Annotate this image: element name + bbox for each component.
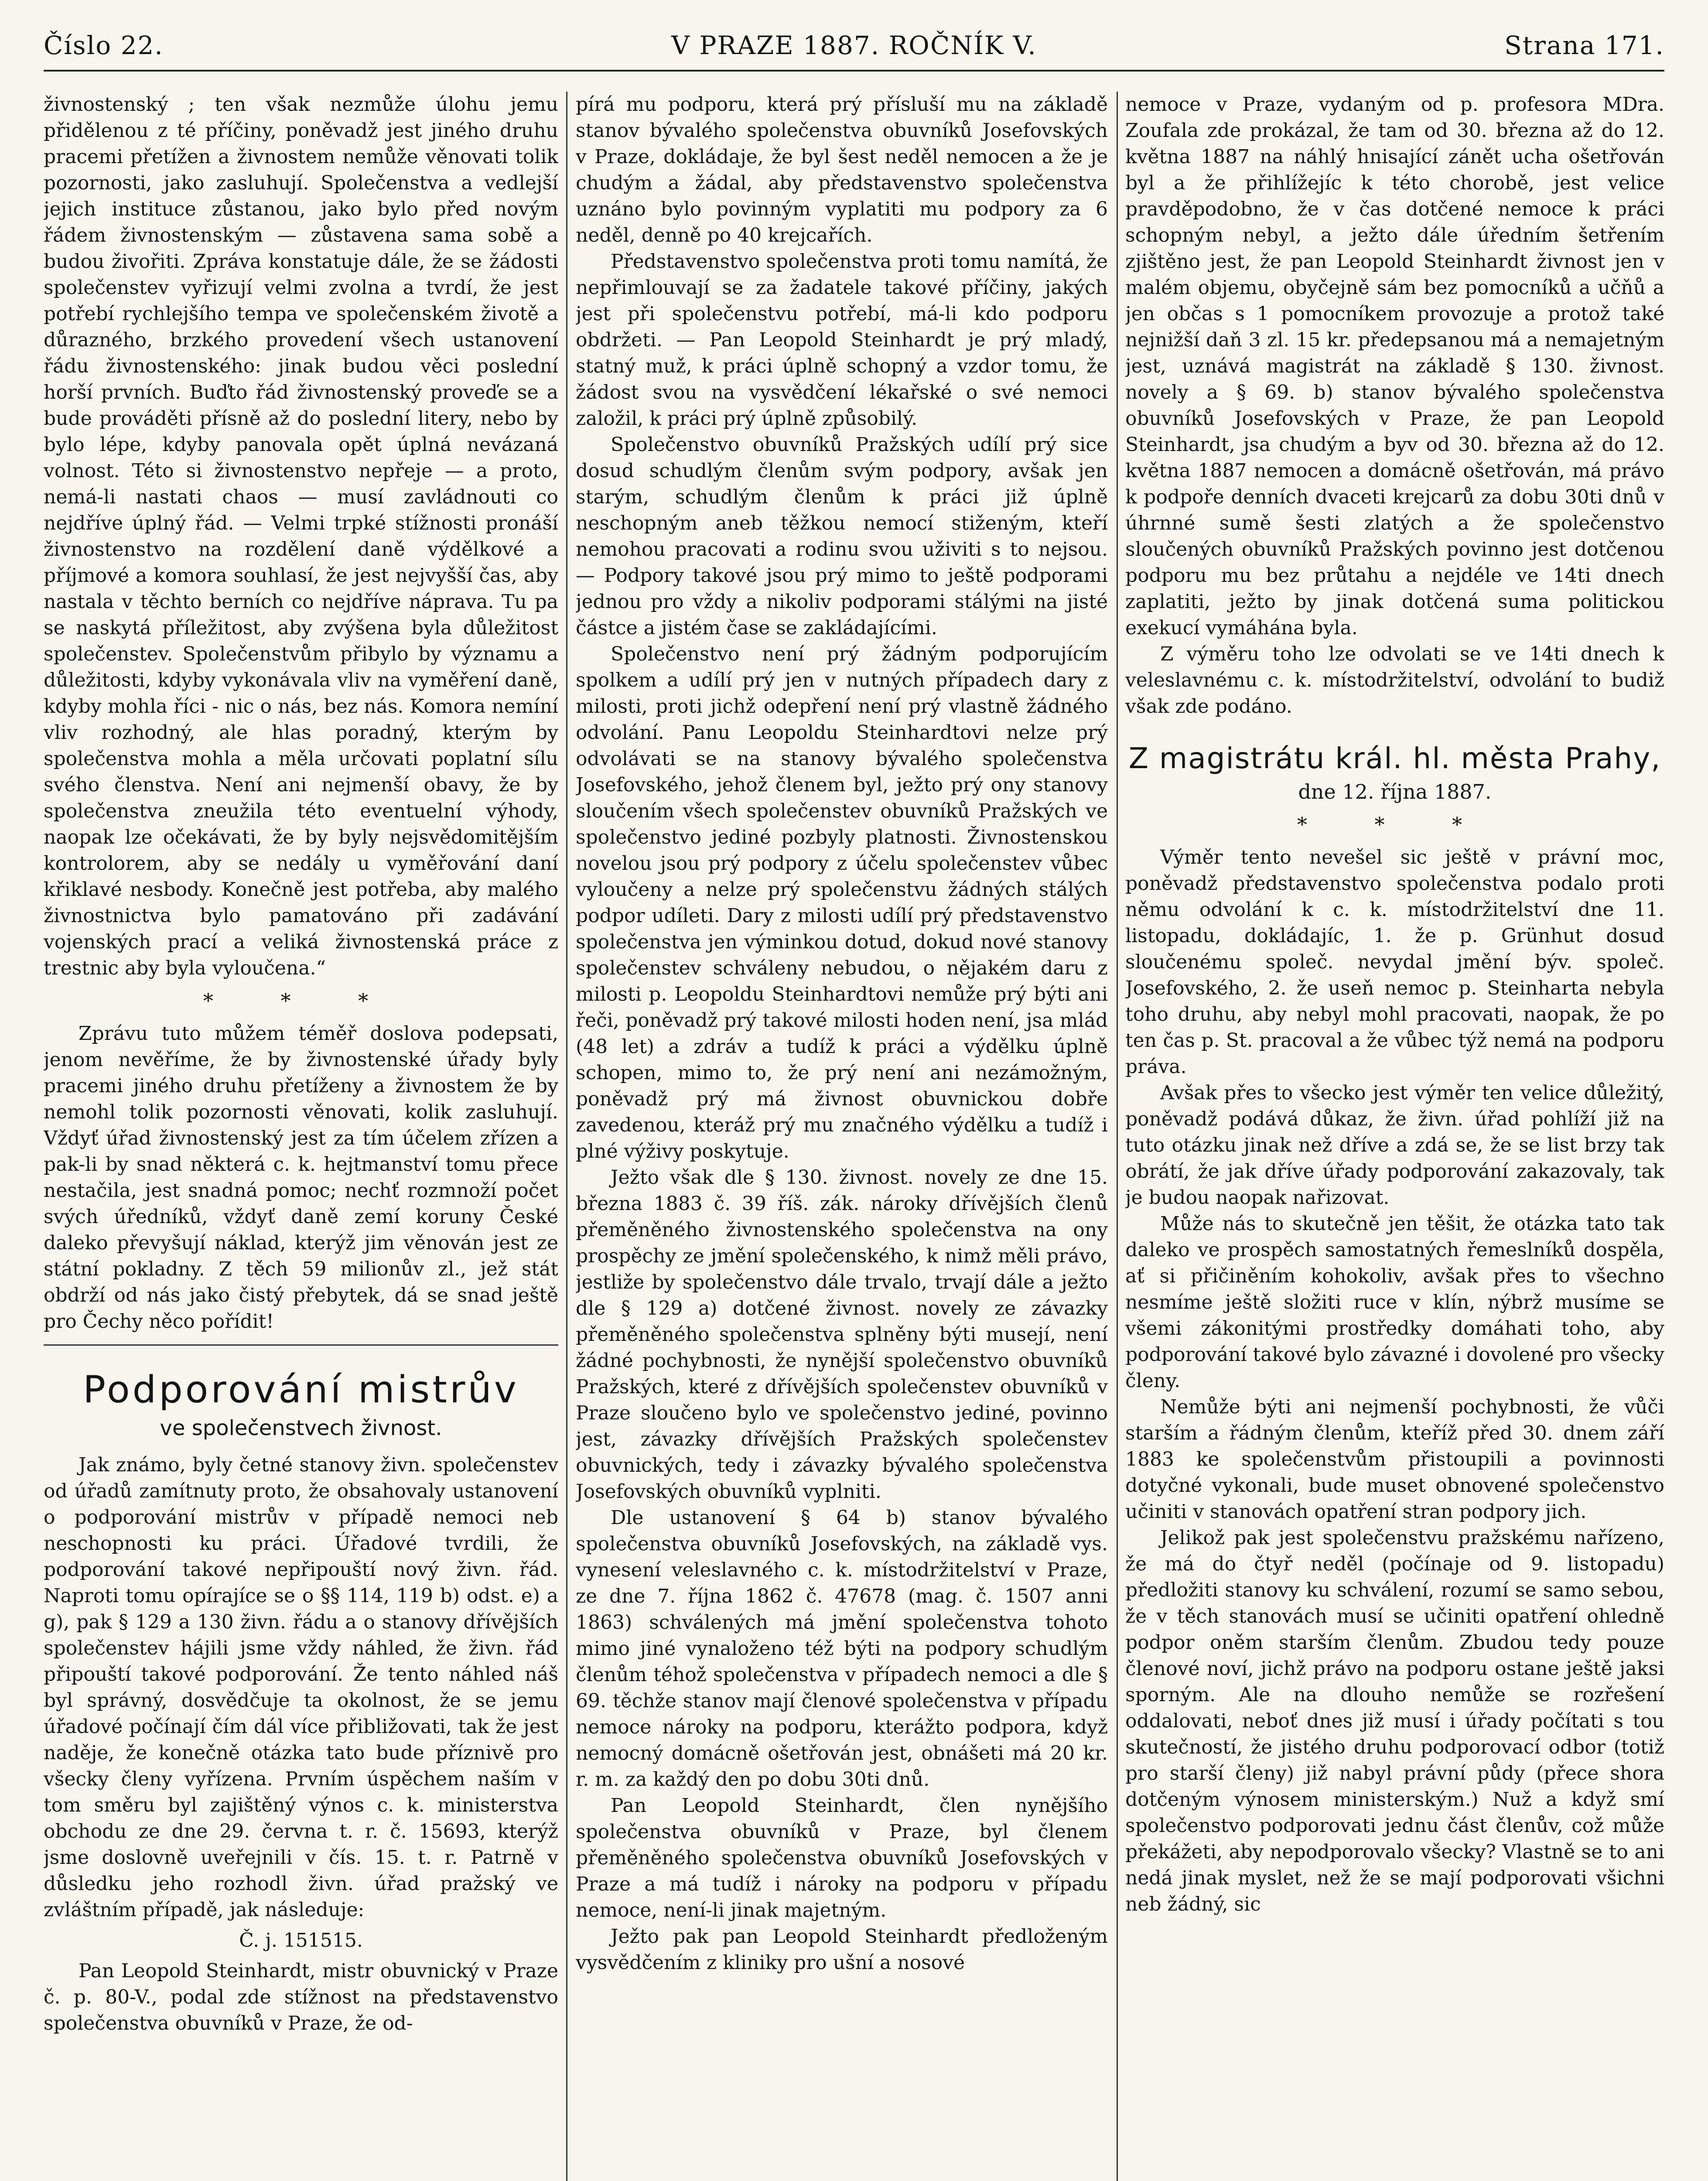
section-stars: * * * bbox=[1297, 813, 1493, 836]
section-stars: * * * bbox=[203, 989, 399, 1012]
magistrate-date: dne 12. října 1887. bbox=[1298, 780, 1492, 803]
article-paragraph: Pan Leopold Steinhardt, člen nynějšího společenstva obuvníků v Praze, byl členem přeměněného společenstva obuvníků Josefovských v Praze a má tudíž i nároky na podporu v případu nemoce, není-li jinak majetným. bbox=[576, 1795, 1108, 1921]
column-1 bbox=[44, 92, 558, 2181]
page-number: Strana 171. bbox=[1504, 31, 1664, 60]
article-paragraph: Může nás to skutečně jen těšit, že otázka tato tak daleko ve prospěch samostatných řemeslníků dospěla, ať si přičiněním kohokoliv, avšak přes to všechno nesmíme ještě složiti ruce v klín, nýbrž musíme se všemi zákonitými prostředky domáhati toho, aby podporování takové bylo závazné i dovolené pro všecky členy. bbox=[1125, 1213, 1664, 1392]
article-paragraph: Pan Leopold Steinhardt, mistr obuvnický v Praze č. p. 80-V., podal zde stížnost na představenstvo společenstva obuvníků v Praze, že od- bbox=[44, 1960, 558, 2034]
article-paragraph: Z výměru toho lze odvolati se ve 14ti dnech k veleslavnému c. k. místodržitelství, odvolání to budiž však zde podáno. bbox=[1125, 643, 1664, 718]
article-paragraph: Představenstvo společenstva proti tomu namítá, že nepřimlouvají se za žadatele takové příčiny, jakých jest při společenstvu potřebí, má-li kdo podporu obdržeti. — Pan Leopold Steinhardt je prý mladý, statný muž, k práci úplně schopný a vzdor tomu, že žádost svou na vysvědčení lékařské o své nemoci založil, k práci prý úplně způsobilý. bbox=[576, 250, 1108, 430]
article-paragraph: Ježto pak pan Leopold Steinhardt předloženým vysvědčením z kliniky pro ušní a nosové bbox=[576, 1925, 1108, 1974]
column-divider-1 bbox=[566, 92, 567, 2181]
article-paragraph: Jak známo, byly četné stanovy živn. společenstev od úřadů zamítnuty proto, že obsahovaly ustanovení o podporování mistrův v případě nemoci neb neschopnosti ku práci. Úřadové tvrdili, že podporování takové nepřipouští nový živn. řád. Naproti tomu opírajíce se o §§ 114, 119 b) odst. e) a g), pak § 129 a 130 živn. řádu a o stanovy dřívějších společenstev hájili jsme vždy náhled, že živn. řád připouští takové podporování. Že tento náhled náš byl správný, dosvědčuje ta okolnost, že se jemu úřadové počínají čím dál více přibližovati, tak že jest naděje, že konečně otázka tato bude příznivě pro všecky členy vyřízena. Prvním úspěchem naším v tom směru byl zajištěný výnos c. k. ministerstva obchodu ze dne 29. června t. r. č. 15693, kterýž jsme doslovně uveřejnili v čís. 15. t. r. Patrně v důsledku jeho rozhodl živn. úřad pražský ve zvláštním případě, jak následuje: bbox=[44, 1454, 558, 1921]
article-paragraph: Společenstvo obuvníků Pražských udílí prý sice dosud schudlým členům svým podpory, avšak jen starým, schudlým členům k práci již úplně neschopným aneb těžkou nemocí stiženým, kteří nemohou pracovati a rodinu svou uživiti s to nejsou. — Podpory takové jsou prý mimo to ještě podporami jednou pro vždy a nikoliv podporami stálými na jisté částce a jistém čase se zakládajícími. bbox=[576, 434, 1108, 639]
column-2 bbox=[576, 92, 1108, 2181]
article-paragraph: Výměr tento nevešel sic ještě v právní moc, poněvadž představenstvo společenstva podalo proti němu odvolání k c. k. místodržitelství dne 11. listopadu, dokládajíc, 1. že p. Grünhut dosud sloučenému společ. nevydal jmění býv. společ. Josefovského, 2. že useň nemoc p. Steinharta nebyla toho druhu, aby nebyl mohl pracovati, naopak, že po ten čas p. St. pracoval a že vůbec týž nemá na podporu práva. bbox=[1125, 846, 1664, 1078]
article-paragraph: nemoce v Praze, vydaným od p. profesora MDra. Zoufala zde prokázal, že tam od 30. března až do 12. května 1887 na náhlý hnisající zánět ucha ošetřován byl a že přihlížejíc k této chorobě, jest velice pravděpodobno, že v čas dotčené nemoce k práci schopným nebyl, a ježto dále úředním šetřením zjištěno jest, že pan Leopold Steinhardt živnost jen v malém objemu, obyčejně sám bez pomocníků a učňů a jen občas s 1 pomocníkem provozuje a protož také nejnižší daň 3 zl. 15 kr. předepsanou má a nemajetným jest, uznává magistrát na základě § 130. živnost. novely a § 69. b) stanov bývalého společenstva obuvníků Josefovských v Praze, že pan Leopold Steinhardt, jsa chudým a byv od 30. března až do 12. května 1887 nemocen a domácně ošetřován, má právo k podpoře denních dvaceti krejcarů za dobu 30ti dnů v úhrnné sumě šesti zlatých a že společenstvo sloučených obuvníků Pražských povinno jest dotčenou podporu mu bez průtahu a nejdéle ve 14ti dnech zaplatiti, ježto by jinak dotčená suma politickou exekucí vymáhána byla. bbox=[1125, 93, 1664, 639]
column-3 bbox=[1125, 92, 1664, 2181]
column-divider-2 bbox=[1117, 92, 1118, 2181]
article-paragraph: Zprávu tuto můžem téměř doslova podepsati, jenom nevěříme, že by živnostenské úřady byly pracemi jiného druhu přetíženy a živnostem že by nemohl tolik pozornosti věnovati, kolik zasluhují. Vždyť úřad živnostenský jest za tím účelem zřízen a pak-li by snad některá c. k. hejtmanství tomu přece nestačila, jest snadná pomoc; nechť rozmnoží počet svých úředníků, vždyť daně zemí koruny České daleko převyšují náklad, kterýž jim věnován jest ze státní pokladny. Z těch 59 milionův zl., jež stát obdrží od nás jako čistý přebytek, dá se snad ještě pro Čechy něco pořídit! bbox=[44, 1022, 558, 1333]
article-paragraph: Ježto však dle § 130. živnost. novely ze dne 15. března 1883 č. 39 říš. zák. nároky dřívějších členů přeměněného živnostenského společenstva na ony prospěchy ze jmění společenského, k nimž měli právo, jestliže by společenstvo dále trvalo, trvají dále a ježto dle § 129 a) dotčené živnost. novely ze závazky přeměněného společenstva splněny býti musejí, není žádné pochybnosti, že nynější společenstvo obuvníků Pražských, které z dřívějších společenstev obuvníků v Praze sloučeno bylo ve společenstvo jediné, povinno jest, závazky dřívějších Pražských společenstev obuvnických, tedy i závazky bývalého společenstva Josefovských obuvníků vyplniti. bbox=[576, 1166, 1108, 1503]
article-paragraph: Avšak přes to všecko jest výměr ten velice důležitý, poněvadž podává důkaz, že živn. úřad pohlíží již na tuto otázku jinak než dříve a zdá se, že se list brzy tak obrátí, že jak dříve úřady podporování zakazovaly, tak je budou naopak nařizovat. bbox=[1125, 1082, 1664, 1209]
magistrate-title: Z magistrátu král. hl. města Prahy, bbox=[1128, 742, 1661, 775]
page-header bbox=[44, 31, 1664, 65]
article-paragraph: Nemůže býti ani nejmenší pochybnosti, že vůči starším a řádným členům, kteříž před 30. dnem září 1883 ke společenstvům přistoupili a povinnosti dotyčné vykonali, bude muset obnovené společenstvo učiniti v stanovách opatření stran podpory jich. bbox=[1125, 1396, 1664, 1523]
header-rule bbox=[44, 70, 1664, 72]
article-subheadline: ve společenstvech živnost. bbox=[160, 1416, 442, 1440]
article-paragraph: Dle ustanovení § 64 b) stanov bývalého společenstva obuvníků Josefovských, na základě vys. vynesení veleslavného c. k. místodržitelství v Praze, ze dne 7. října 1862 č. 47678 (mag. č. 1507 anni 1863) schválených má jmění společenstva tohoto mimo jiné vynaloženo též býti na podpory schudlým členům téhož společenstva v případech nemoci a dle § 69. těchže stanov mají členové společenstva v případu nemoce nároky na podporu, kterážto podpora, když nemocný domácně ošetřován jest, obnášeti má 20 kr. r. m. za každý den po dobu 30ti dnů. bbox=[576, 1507, 1108, 1791]
article-headline: Podporování mistrův bbox=[83, 1368, 519, 1412]
article-paragraph: pírá mu podporu, která prý přísluší mu na základě stanov bývalého společenstva obuvníků Josefovských v Praze, dokládaje, že byl šest neděl nemocen a že je chudým a žádal, aby představenstvo společenstva uznáno bylo povinným vyplatiti mu podpory za 6 neděl, denně po 40 krejcařích. bbox=[576, 93, 1108, 246]
masthead-line: V PRAZE 1887. ROČNÍK V. bbox=[671, 31, 1037, 60]
article-paragraph: Společenstvo není prý žádným podporujícím spolkem a udílí prý jen v nutných případech dary z milosti, proti jichž odepření není prý vlastně žádného odvolání. Panu Leopoldu Steinhardtovi nelze prý odvolávati se na stanovy bývalého společenstva Josefovského, jehož členem byl, ježto prý ony stanovy sloučením všech společenstev obuvníků Pražských ve společenstvo jediné pozbyly platnosti. Živnostenskou novelou jsou prý podpory z účelu společenstev vůbec vyloučeny a nelze prý společenstvu žádných stálých podpor udíleti. Dary z milosti udílí prý představenstvo společenstva jen výminkou dotud, dokud nové stanovy společenstev schváleny nebudou, o nějakém daru z milosti p. Leopoldu Steinhardtovi nemůže prý býti ani řeči, poněvadž prý takové milosti hoden není, jsa mlád (48 let) a zdráv a tudíž k práci a výdělku úplně schopen, mimo to, že prý není ani nezámožným, poněvadž prý má živnost obuvnickou dobře zavedenou, kteráž prý mu značného výdělku a tudíž i plné výživy poskytuje. bbox=[576, 643, 1108, 1162]
reference-number: Č. j. 151515. bbox=[239, 1929, 363, 1952]
section-rule bbox=[44, 1344, 558, 1346]
article-paragraph: živnostenský ; ten však nezmůže úlohu jemu přidělenou z té příčiny, poněvadž jest jiného druhu pracemi přetížen a živnostem nemůže věnovati tolik pozornosti, jako zasluhují. Společenstva a vedlejší jejich instituce zůstanou, jako bylo před novým řádem živnostenským — zůstavena sama sobě a budou živořiti. Zpráva konstatuje dále, že se žádosti společenstev vyřizují velmi zvolna a tvrdí, že jest potřebí rychlejšího tempa ve společenském životě a důrazného, brzkého provedení všech ustanovení řádu živnostenského: jinak budou věci poslední horší prvních. Buďto řád živnostenský proveďe se a bude prováděti přísně až do poslední litery, nebo by bylo lépe, kdyby panovala opět úplná nevázaná volnost. Této si živnostenstvo nepřeje — a proto, nemá-li nastati chaos — musí zavládnouti co nejdříve úplný řád. — Velmi trpké stížnosti pronáší živnostenstvo na rozdělení daně výdělkové a příjmové a komora souhlasí, že jest nejvyšší čas, aby nastala v těchto berních co nejdříve náprava. Tu pa se naskytá příležitost, aby zvýšena byla důležitost společenstev. Společenstvům přibylo by významu a důležitosti, kdyby vykonávala vliv na vyměření daně, kdyby mohla říci - nic o nás, bez nás. Komora nemíní vliv rozhodný, ale hlas poradný, kterým by společenstva mohla a měla určovati poplatní sílu svého členstva. Není ani nejmenší obavy, že by společenstva zneužila této eventuelní výhody, naopak lze očekávati, že by byly nejsvědomitějším kontrolorem, aby se nedály u vyměřování daní křiklavé nesbody. Konečně jest potřeba, aby malého živnostnictva bylo pamatováno při zadávání vojenských prací a veliká živnostenská práce z trestnic aby byla vyloučena.“ bbox=[44, 93, 558, 979]
article-paragraph: Jelikož pak jest společenstvu pražskému nařízeno, že má do čtyř neděl (počínaje od 9. listopadu) předložiti stanovy ku schválení, rozumí se samo sebou, že v těch stanovách musí se učiniti opatření ohledně podpor oněm starším členům. Zbudou tedy pouze členové noví, jichž právo na podporu ostane ještě jaksi sporným. Ale na dlouho nemůže se rozřešení oddalovati, neboť dnes již musí i úřady počítati s tou skutečností, že jistého druhu podporovací odbor (totiž pro starší členy) již nabyl právní půdy (přece shora dotčeným výnosem ministerským.) Nuž a když smí společenstvo podporovati jednu část členův, což může překážeti, aby nepodporovalo všecky? Vlastně se to ani nedá jinak myslet, než že se mají podporovati všichni neb žádný, sic bbox=[1125, 1527, 1664, 1915]
issue-number: Číslo 22. bbox=[44, 31, 164, 60]
